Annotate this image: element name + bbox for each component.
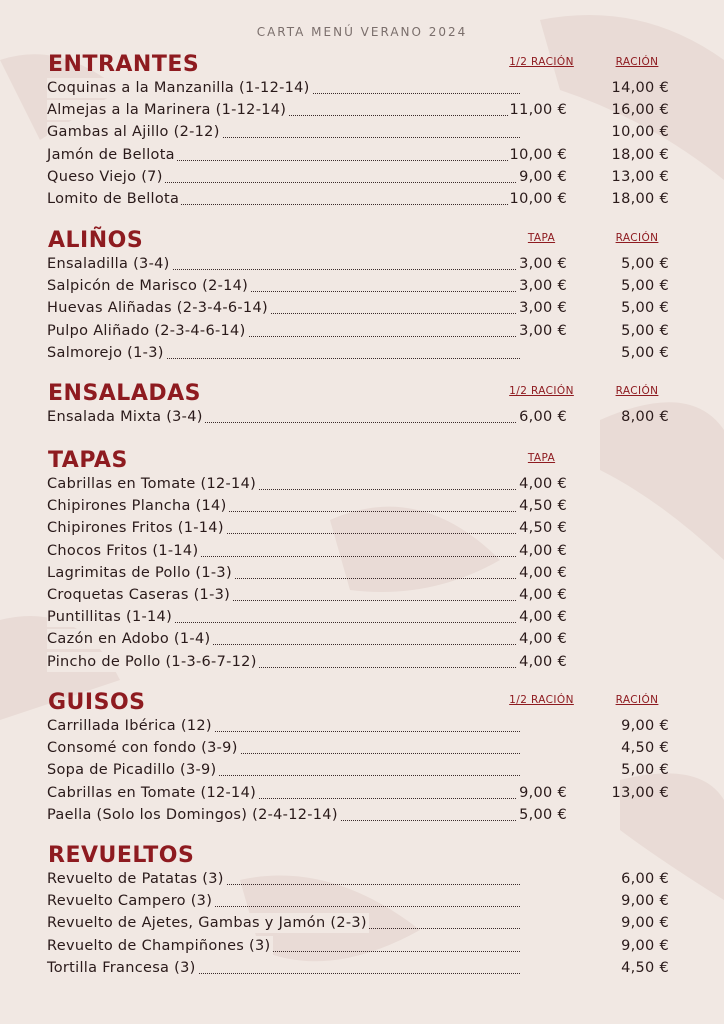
section-entrantes xyxy=(47,52,677,211)
menu-item-name: Cabrillas en Tomate (12-14) xyxy=(47,784,257,801)
menu-item-row xyxy=(47,936,677,958)
menu-item-name: Ensaladilla (3-4) xyxy=(47,256,170,272)
menu-item-price-full: 18,00 € xyxy=(611,190,669,207)
menu-item-row xyxy=(47,145,677,167)
column-label-full: RACIÓN xyxy=(615,56,659,68)
menu-item-name: Cazón en Adobo (1-4) xyxy=(47,631,211,648)
item-list xyxy=(47,474,677,674)
menu-item-price-small: 5,00 € xyxy=(519,806,567,823)
menu-item-name: Lomito de Bellota xyxy=(47,190,180,207)
column-label-full: RACIÓN xyxy=(615,694,659,706)
column-label-tapa: TAPA xyxy=(527,452,556,464)
menu-item-row xyxy=(47,321,677,343)
section-title: ALIÑOS xyxy=(48,228,144,253)
menu-item-row xyxy=(47,298,677,320)
menu-item-row xyxy=(47,167,677,189)
menu-item-name: Revuelto de Patatas (3) xyxy=(47,871,224,887)
menu-item-price-small: 4,00 € xyxy=(519,653,567,670)
menu-item-name: Carrillada Ibérica (12) xyxy=(47,718,212,734)
menu-item-price-small: 4,50 € xyxy=(519,520,567,537)
menu-item-price-small: 3,00 € xyxy=(519,322,567,339)
menu-item-price-small: 6,00 € xyxy=(519,409,567,425)
menu-item-name: Lagrimitas de Pollo (1-3) xyxy=(47,564,232,581)
menu-item-price-small: 4,00 € xyxy=(519,542,567,559)
menu-item-row xyxy=(47,541,677,563)
menu-item-price-full: 4,50 € xyxy=(621,740,669,757)
menu-item-price-small: 10,00 € xyxy=(509,146,567,163)
menu-item-name: Gambas al Ajillo (2-12) xyxy=(47,124,220,141)
menu-item-name: Chipirones Fritos (1-14) xyxy=(47,520,224,537)
menu-item-name: Salpicón de Marisco (2-14) xyxy=(47,278,249,295)
item-list xyxy=(47,869,677,980)
menu-item-name: Cabrillas en Tomate (12-14) xyxy=(47,476,257,492)
menu-item-row xyxy=(47,518,677,540)
section-title: TAPAS xyxy=(48,448,128,473)
menu-item-price-full: 13,00 € xyxy=(611,168,669,185)
menu-item-name: Huevas Aliñadas (2-3-4-6-14) xyxy=(47,300,268,317)
menu-item-price-small: 9,00 € xyxy=(519,168,567,185)
menu-item-row xyxy=(47,407,677,429)
menu-item-row xyxy=(47,276,677,298)
menu-item-price-full: 9,00 € xyxy=(621,915,669,932)
menu-item-name: Revuelto de Champiñones (3) xyxy=(47,937,271,954)
menu-item-price-small: 4,00 € xyxy=(519,631,567,648)
menu-item-row xyxy=(47,760,677,782)
menu-item-price-small: 9,00 € xyxy=(519,784,567,801)
menu-item-price-full: 10,00 € xyxy=(611,124,669,141)
menu-item-row xyxy=(47,652,677,674)
menu-item-name: Paella (Solo los Domingos) (2-4-12-14) xyxy=(47,806,338,823)
menu-item-name: Pincho de Pollo (1-3-6-7-12) xyxy=(47,653,257,670)
menu-item-row xyxy=(47,585,677,607)
menu-item-price-full: 13,00 € xyxy=(611,784,669,801)
section-alinos xyxy=(47,228,677,365)
menu-item-price-small: 3,00 € xyxy=(519,300,567,317)
menu-item-name: Queso Viejo (7) xyxy=(47,168,163,185)
menu-item-row xyxy=(47,254,677,276)
column-label-tapa: TAPA xyxy=(527,232,556,244)
menu-item-row xyxy=(47,783,677,805)
menu-item-price-small: 4,00 € xyxy=(519,586,567,603)
menu-item-name: Chipirones Plancha (14) xyxy=(47,498,227,515)
menu-item-price-full: 9,00 € xyxy=(621,718,669,734)
column-label-full: RACIÓN xyxy=(615,385,659,397)
menu-item-row xyxy=(47,607,677,629)
menu-item-name: Consomé con fondo (3-9) xyxy=(47,740,238,757)
menu-item-price-full: 4,50 € xyxy=(621,959,669,976)
menu-item-row xyxy=(47,343,677,365)
menu-item-price-full: 5,00 € xyxy=(621,256,669,272)
menu-item-name: Almejas a la Marinera (1-12-14) xyxy=(47,102,287,119)
section-title: ENTRANTES xyxy=(48,52,200,77)
column-label-full: RACIÓN xyxy=(615,232,659,244)
menu-item-price-full: 5,00 € xyxy=(621,344,669,361)
section-title: ENSALADAS xyxy=(48,381,201,406)
section-tapas xyxy=(47,448,677,674)
item-list xyxy=(47,407,677,429)
menu-item-price-small: 10,00 € xyxy=(509,190,567,207)
menu-item-row xyxy=(47,716,677,738)
menu-item-name: Revuelto Campero (3) xyxy=(47,893,213,910)
section-ensaladas xyxy=(47,381,677,429)
menu-item-row xyxy=(47,958,677,980)
menu-item-row xyxy=(47,474,677,496)
menu-item-row xyxy=(47,629,677,651)
menu-item-price-full: 16,00 € xyxy=(611,102,669,119)
section-title: REVUELTOS xyxy=(48,843,195,868)
menu-item-price-full: 9,00 € xyxy=(621,937,669,954)
menu-item-row xyxy=(47,869,677,891)
menu-item-row xyxy=(47,738,677,760)
menu-item-price-full: 18,00 € xyxy=(611,146,669,163)
menu-item-name: Tortilla Francesa (3) xyxy=(47,959,196,976)
menu-item-price-full: 5,00 € xyxy=(621,278,669,295)
menu-item-price-full: 5,00 € xyxy=(621,300,669,317)
item-list xyxy=(47,78,677,211)
menu-item-price-full: 5,00 € xyxy=(621,322,669,339)
menu-item-row xyxy=(47,805,677,827)
section-revueltos xyxy=(47,843,677,980)
section-title: GUISOS xyxy=(48,690,146,715)
menu-item-name: Chocos Fritos (1-14) xyxy=(47,542,199,559)
menu-item-price-small: 3,00 € xyxy=(519,256,567,272)
column-label-half: 1/2 RACIÓN xyxy=(509,694,574,706)
menu-item-name: Sopa de Picadillo (3-9) xyxy=(47,762,217,779)
menu-item-name: Pulpo Aliñado (2-3-4-6-14) xyxy=(47,322,246,339)
menu-item-price-full: 5,00 € xyxy=(621,762,669,779)
section-guisos xyxy=(47,690,677,827)
menu-item-name: Salmorejo (1-3) xyxy=(47,344,164,361)
menu-item-row xyxy=(47,913,677,935)
menu-item-price-full: 6,00 € xyxy=(621,871,669,887)
menu-item-price-small: 4,50 € xyxy=(519,498,567,515)
menu-item-row xyxy=(47,563,677,585)
menu-item-price-full: 14,00 € xyxy=(611,80,669,96)
menu-item-price-small: 11,00 € xyxy=(509,102,567,119)
menu-item-row xyxy=(47,100,677,122)
menu-item-row xyxy=(47,122,677,144)
menu-title: CARTA MENÚ VERANO 2024 xyxy=(256,25,468,39)
column-label-half: 1/2 RACIÓN xyxy=(509,56,574,68)
menu-item-name: Coquinas a la Manzanilla (1-12-14) xyxy=(47,80,310,96)
menu-item-row xyxy=(47,189,677,211)
menu-item-name: Revuelto de Ajetes, Gambas y Jamón (2-3) xyxy=(47,915,367,932)
menu-item-row xyxy=(47,78,677,100)
menu-item-row xyxy=(47,891,677,913)
item-list xyxy=(47,716,677,827)
item-list xyxy=(47,254,677,365)
menu-item-price-small: 4,00 € xyxy=(519,476,567,492)
menu-item-price-small: 4,00 € xyxy=(519,609,567,626)
menu-item-name: Ensalada Mixta (3-4) xyxy=(47,409,203,425)
menu-item-name: Jamón de Bellota xyxy=(47,146,175,163)
menu-item-row xyxy=(47,496,677,518)
menu-item-price-full: 8,00 € xyxy=(621,409,669,425)
menu-item-name: Puntillitas (1-14) xyxy=(47,609,173,626)
menu-item-price-small: 3,00 € xyxy=(519,278,567,295)
menu-item-price-full: 9,00 € xyxy=(621,893,669,910)
column-label-half: 1/2 RACIÓN xyxy=(509,385,574,397)
menu-item-price-small: 4,00 € xyxy=(519,564,567,581)
menu-item-name: Croquetas Caseras (1-3) xyxy=(47,586,231,603)
